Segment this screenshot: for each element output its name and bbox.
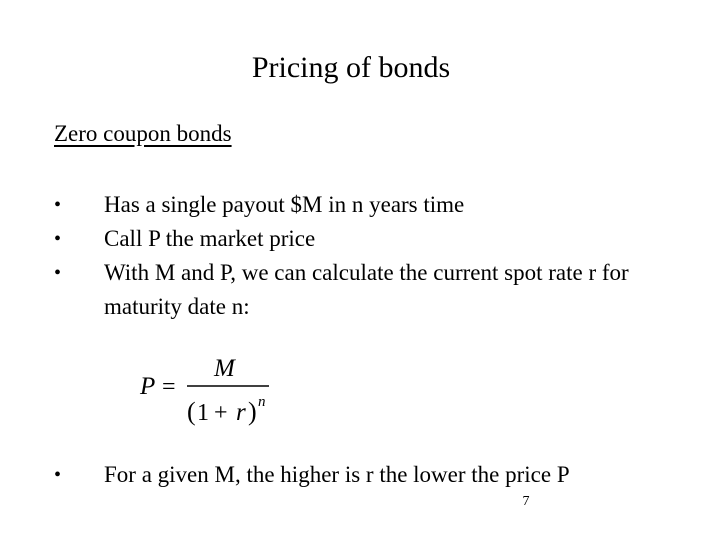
bond-price-formula — [138, 350, 288, 430]
formula-one: 1 — [197, 400, 209, 426]
formula-rate-symbol: r — [236, 399, 246, 426]
formula-equals-sign: = — [162, 374, 176, 400]
bullet-marker: • — [54, 464, 62, 486]
formula-price-symbol: P — [140, 373, 156, 400]
slide-title: Pricing of bonds — [251, 51, 451, 84]
formula-numerator: M — [214, 355, 235, 382]
formula-plus-sign: + — [214, 400, 228, 426]
section-heading: Zero coupon bonds — [54, 121, 232, 146]
formula-close-paren: ) — [248, 397, 257, 426]
formula-exponent: n — [258, 394, 266, 410]
bullet-text: With M and P, we can calculate the current spot rate r for maturity date n: — [104, 260, 629, 319]
bullet-text: Has a single payout $M in n years time — [104, 192, 465, 217]
bullet-marker: • — [54, 194, 62, 216]
page-number: 7 — [522, 494, 530, 509]
bullet-text: For a given M, the higher is r the lower the price P — [104, 462, 570, 487]
bullet-marker: • — [54, 262, 62, 284]
bullet-text: Call P the market price — [104, 226, 316, 251]
formula-open-paren: ( — [187, 397, 196, 426]
bullet-marker: • — [54, 228, 62, 250]
